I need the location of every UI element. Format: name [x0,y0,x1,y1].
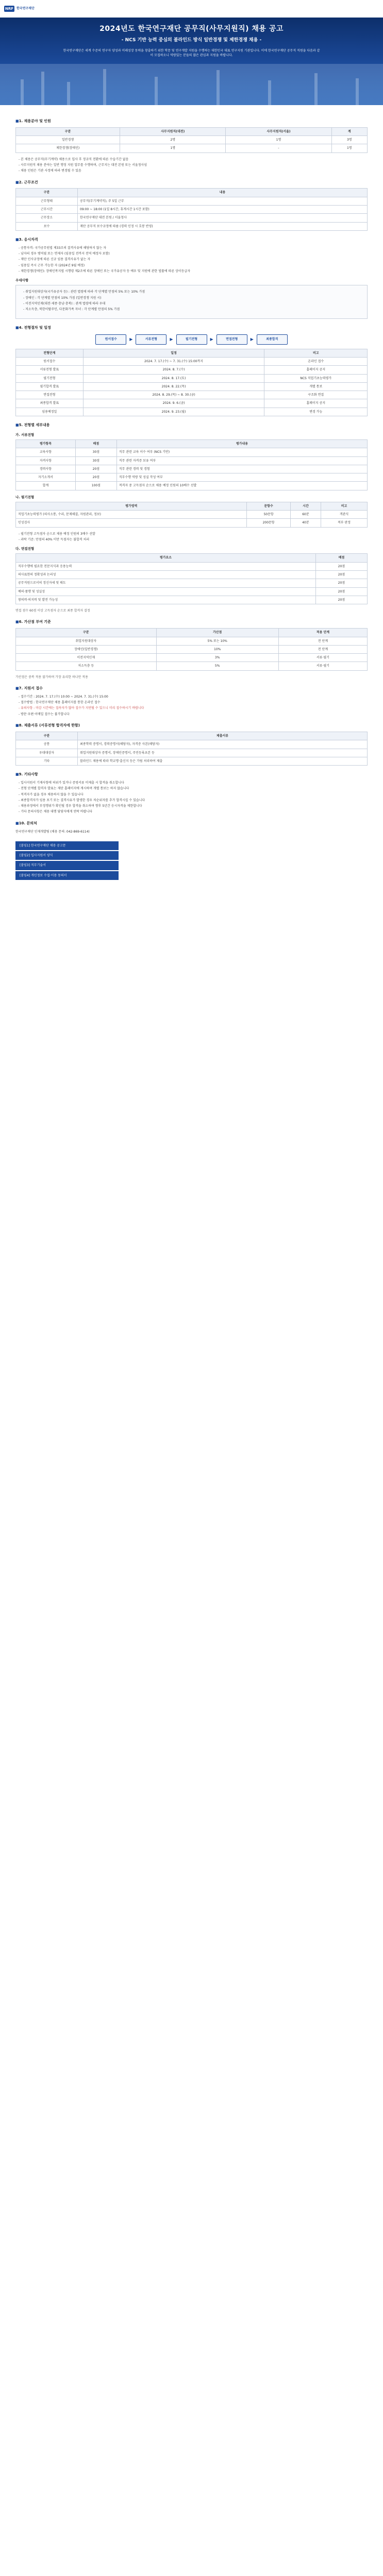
table-row: 공통 최종학력 증명서, 경력증명서(해당자), 자격증 사본(해당자) [16,740,368,749]
table-header: 내용 [78,189,368,197]
building-illustration [0,64,383,105]
table-header: 사무지원직(서울) [226,127,331,135]
list-item: - 취업지원대상자(국가유공자 등) : 관련 법령에 따라 각 단계별 만점의 5% 또는 10% 가점 [23,290,363,294]
flow-step: 필기전형 [176,334,207,344]
section-title: ■ 7. 지원서 접수 [15,686,368,691]
list-item: - 장애인 : 각 단계별 만점의 10% 가점 (일반경쟁 지원 시) [23,296,363,300]
list-item: - 본 채용은 공무직(무기계약) 채용으로 입사 후 정규직 전환에 따른 수습기간 없음 [19,157,368,162]
table-row: 우대대상자 취업지원대상자 증명서, 장애인증명서, 주민등록초본 등 [16,749,368,757]
conditions-table [15,188,368,230]
arrow-right-icon: ▶ [210,336,213,342]
process-flow [15,334,368,344]
table-header: 구분 [16,127,120,135]
table-header: 배점 [316,554,368,562]
table-header: 비고 [321,502,368,510]
section-title: ■ 4. 전형절차 및 일정 [15,325,368,331]
list-item: - 과락 기준: 만점의 40% 미만 득점자는 불합격 처리 [19,537,368,542]
section-title: ■ 5. 전형별 세부내용 [15,422,368,428]
table-row: 최종합격 발표 2024. 9. 6.(금) 홈페이지 공지 [16,399,368,408]
table-header: 비고 [264,349,368,357]
table-row: 인성검사 200문항 40분 적부 판정 [16,519,368,527]
table-row: 임용예정일 2024. 9. 23.(월) 변경 가능 [16,408,368,416]
table-row: 자기소개서 20점 직무수행 역량 및 성실 작성 여부 [16,473,368,482]
table-header: 평가영역 [16,502,247,510]
list-item: - 접수방법 : 한국연구재단 채용 홈페이지를 통한 온라인 접수 [19,700,368,705]
flow-step: 서류전형 [136,334,166,344]
paper-screening-table [15,439,368,490]
logo-text: 한국연구재단 [16,7,35,11]
list-item: - 기타 문의사항은 채용 대행 담당자에게 연락 바랍니다 [19,809,368,814]
section-title: ■ 8. 제출서류 (서류전형 합격자에 한함) [15,723,368,728]
flow-step: 면접전형 [217,334,247,344]
table-row: 공무직원으로서의 정신자세 및 태도 20점 [16,579,368,587]
section-title: ■ 10. 문의처 [15,821,368,826]
table-row: 서류전형 발표 2024. 8. 7.(수) 홈페이지 공지 [16,366,368,374]
page-title: 2024년도 한국연구재단 공무직(사무지원직) 채용 공고 [99,25,284,33]
attachment-link[interactable]: [붙임3] 직무기술서 [15,861,119,870]
table-row: 면접전형 2024. 8. 29.(목) ~ 8. 30.(금) 구조화 면접 [16,391,368,399]
arrow-right-icon: ▶ [170,336,173,342]
table-row: 교육사항 30점 직무 관련 교육 이수 여부 (NCS 기반) [16,448,368,456]
section-title: ■ 2. 근무조건 [15,180,368,185]
list-item: - 최종합격자가 임용 포기 또는 결격사유가 발생한 경우 차순위자를 추가 합격시킬 수 있습니다 [19,798,368,803]
table-row: 저소득층 등 5% 서류·필기 [16,662,368,670]
table-header: 계 [331,127,367,135]
table-header: 문항수 [247,502,291,510]
table-row: 장애인(일반경쟁) 10% 전 단계 [16,645,368,653]
list-item: - 공통자격: 국가공무원법 제33조의 결격사유에 해당하지 않는 자 [19,246,368,250]
sub-title: 나. 필기전형 [15,495,35,499]
documents-table [15,732,368,766]
table-row: 필기합격 발표 2024. 8. 22.(목) 개별 통보 [16,382,368,391]
list-item: - 남자의 경우 병역필 또는 면제자 (임용일 전까지 전역 예정자 포함) [19,251,368,256]
table-header: 사무지원직(대전) [120,127,226,135]
list-item: - 임용일 즉시 근무 가능한 자 (2024년 9월 예정) [19,263,368,268]
attachment-link[interactable]: [붙임4] 개인정보 수집·이용 동의서 [15,871,119,880]
list-item: - 채용 인원은 기관 사정에 따라 변경될 수 있음 [19,168,368,173]
hero-banner [0,18,383,105]
list-item: - 유의사항 : 마감 시간에는 접속자가 많아 접수가 지연될 수 있으니 미리 접수하시기 바랍니다 [19,706,368,710]
table-row: 필기전형 2024. 8. 17.(토) NCS 직업기초능력평가 [16,374,368,382]
page [0,0,383,891]
list-item: - 이전지역인재(대전·세종·충남·충북) : 관계 법령에 따라 우대 [23,301,363,306]
table-row: 근무형태 공무직(무기계약직), 주 5일 근무 [16,197,368,205]
table-header: 구분 [16,629,157,637]
interview-table [15,553,368,604]
note-text: 가산점은 중복 적용 불가하며 가장 유리한 하나만 적용 [15,675,88,679]
table-row: 보수 재단 공무직 보수규정에 따름 (경력 인정 시 호봉 반영) [16,222,368,230]
misc-list [15,781,368,815]
attachment-link[interactable]: [붙임2] 입사지원서 양식 [15,851,119,860]
table-header: 제출서류 [78,732,368,740]
table-header: 가산점 [156,629,278,637]
attachment-link[interactable]: [붙임1] 한국연구재단 채용 공고문 [15,841,119,850]
qualification-list [15,246,368,274]
recruit-table [15,127,368,153]
list-item: - 저소득층, 북한이탈주민, 다문화가족 자녀 : 각 단계별 만점의 5% 가점 [23,307,363,312]
page-subtitle: - NCS 기반 능력 중심의 블라인드 방식 일반경쟁 및 제한경쟁 채용 - [121,37,262,43]
sub-title: 다. 면접전형 [15,547,35,551]
bonus-table [15,628,368,670]
list-item: - 사무지원직 채용 분야는 일반 행정 지원 업무를 수행하며, 근무지는 대전 본원 또는 서울청사임 [19,163,368,167]
flow-step: 원서접수 [95,334,126,344]
list-item: - 재단 인사규정에 따른 신규 임용 결격사유가 없는 자 [19,257,368,262]
table-row: 직업기초능력평가 (의사소통, 수리, 문제해결, 자원관리, 정보) 50문항 60분 객관식 [16,511,368,519]
table-row: 근무시간 09:00 ~ 18:00 (1일 8시간, 휴게시간 1시간 포함) [16,206,368,214]
list-item: - 접수기간 : 2024. 7. 17.(수) 10:00 ~ 2024. 7. 31.(수) 15:00 [19,694,368,699]
arrow-right-icon: ▶ [250,336,254,342]
list-item: - 전형 단계별 합격자 발표는 재단 홈페이지에 게시하며 개별 통보는 하지 않습니다 [19,786,368,791]
application-list [15,694,368,717]
attachment-links [15,841,368,880]
arrow-right-icon: ▶ [129,336,133,342]
table-row: 제한경쟁(장애인) 1명 - 1명 [16,144,368,152]
table-row: 일반경쟁 2명 1명 3명 [16,136,368,144]
sub-title: 가. 서류전형 [15,432,35,437]
table-row: 자격사항 30점 직무 관련 자격증 보유 여부 [16,456,368,465]
intro-text: 한국연구재단은 세계 수준의 연구자 양성과 미래성장 동력을 창출하기 위한 학문 및 연구개발 지원을 수행하는 대한민국 대표 연구지원 기관입니다. 이에 한국연구재단 공무직 직원을 다음과 같이 모집하오니 역량있는 분들의 많은 관심과 지원을 바랍니다. [63,48,320,58]
list-item: - 입사지원서 기재사항에 허위가 있거나 증빙서류 미제출 시 합격을 취소합니다 [19,781,368,785]
table-row: 경력사항 20점 직무 관련 경력 및 경험 [16,465,368,473]
table-header: 일정 [83,349,264,357]
section-title: ■ 9. 기타사항 [15,772,368,777]
flow-step: 최종합격 [257,334,288,344]
table-row: 직무수행에 필요한 전문지식과 응용능력 20점 [16,562,368,570]
table-header: 평가요소 [16,554,316,562]
section-title: ■ 6. 가산점 부여 기준 [15,619,368,625]
table-header: 평가내용 [116,439,367,448]
table-row: 원서접수 2024. 7. 17.(수) ~ 7. 31.(수) 15:00까지 온라인 접수 [16,357,368,365]
notes-list [15,532,368,543]
section-title: ■ 3. 응시자격 [15,237,368,243]
sub-title: 우대사항 [15,278,29,283]
table-header: 평가항목 [16,439,76,448]
table-header: 구분 [16,189,78,197]
table-row: 근무장소 한국연구재단 대전 본원 / 서울청사 [16,214,368,222]
notes-list [15,157,368,174]
table-header: 전형단계 [16,349,84,357]
table-row: 합계 100점 적격자 중 고득점자 순으로 채용 예정 인원의 10배수 선발 [16,482,368,490]
schedule-table [15,349,368,416]
list-item: - 적격자가 없을 경우 채용하지 않을 수 있습니다 [19,792,368,797]
table-row: 취업지원대상자 5% 또는 10% 전 단계 [16,637,368,645]
table-row: 이전지역인재 3% 서류·필기 [16,654,368,662]
table-row: 창의력·의지력 및 발전 가능성 20점 [16,596,368,604]
contact-text: 한국연구재단 인재개발팀 (채용 문의: 042-869-6114) [15,829,90,834]
table-header: 구분 [16,732,78,740]
list-item: - 제한경쟁(장애인): 장애인복지법 시행령 제2조에 따른 장애인 또는 국가유공자 등 예우 및 지원에 관한 법률에 따른 상이등급자 [19,269,368,274]
table-header: 배점 [75,439,116,448]
written-test-table [15,502,368,528]
logo-icon: NRF [4,6,14,12]
table-row: 기타 블라인드 채용에 따라 학교명·출신지 등은 가림 처리하여 제출 [16,757,368,765]
table-header: 시간 [290,502,321,510]
note-text: 면접 점수 60점 이상 고득점자 순으로 최종 합격자 결정 [15,609,90,613]
preference-box [15,285,368,318]
list-item: - 채용과정에서 부정행위가 확인될 경우 합격을 취소하며 향후 5년간 응시자격을 제한합니다 [19,804,368,808]
table-row: 의사표현의 정확성과 논리성 20점 [16,570,368,579]
table-row: 예의·품행 및 성실성 20점 [16,587,368,596]
list-item: - 필기전형 고득점자 순으로 채용 예정 인원의 3배수 선발 [19,532,368,536]
logo-bar [0,0,383,18]
list-item: - 방문·우편·이메일 접수는 불가합니다 [19,712,368,717]
section-title: ■ 1. 채용분야 및 인원 [15,118,368,124]
table-header: 적용 단계 [278,629,367,637]
